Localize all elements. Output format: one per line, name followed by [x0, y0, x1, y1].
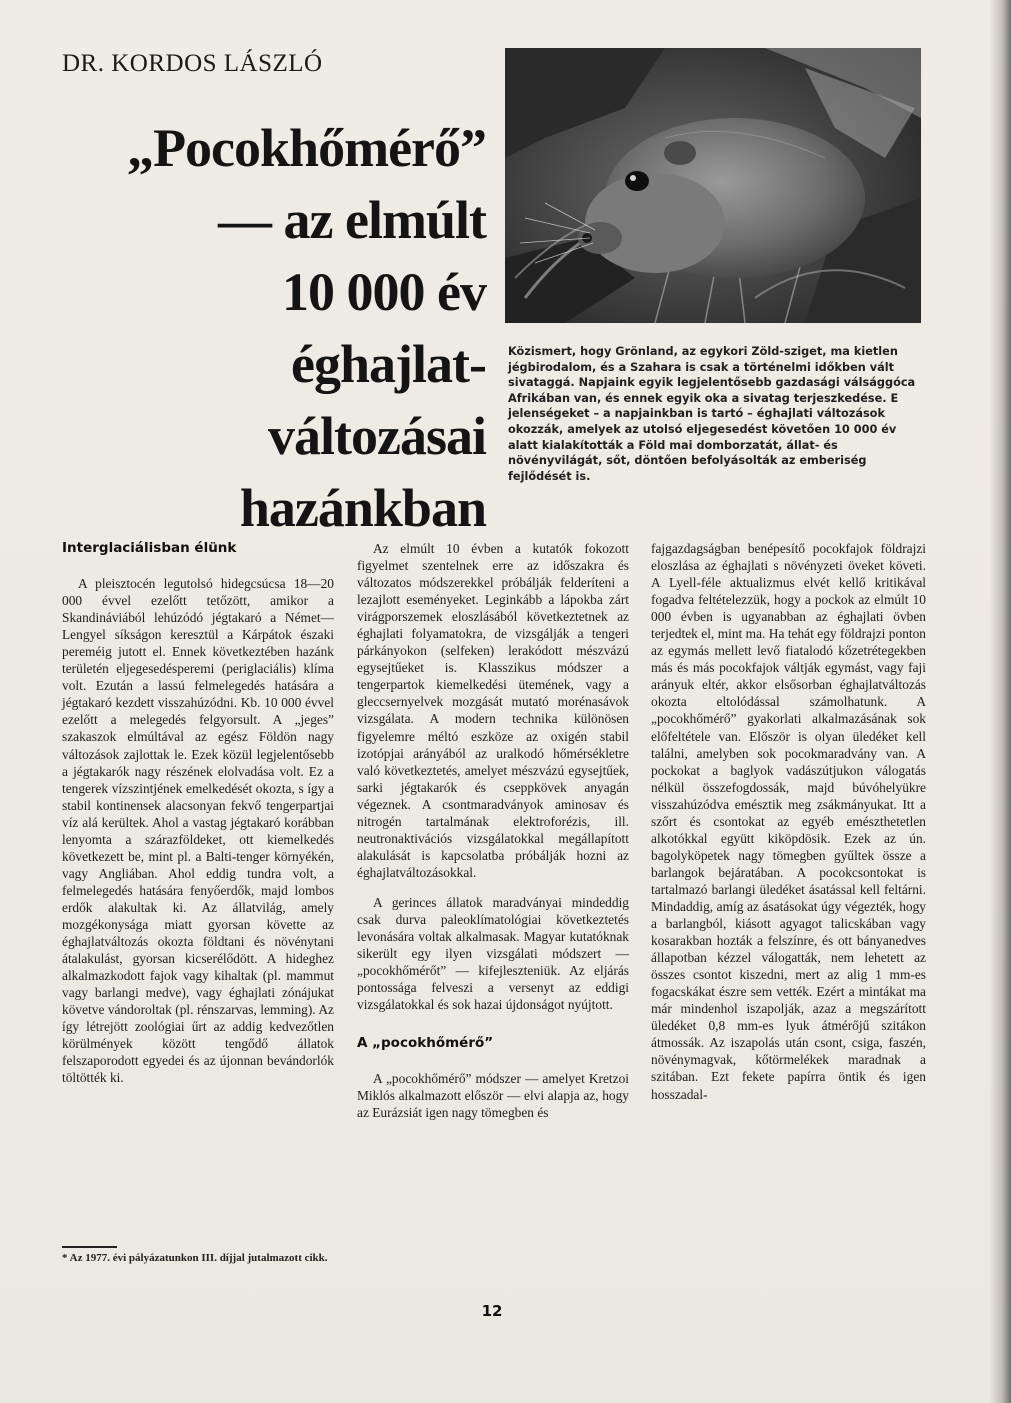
paragraph: A „pocokhőmérő” módszer — amelyet Kretzoi Miklós alkalmazott először — elvi alapja az, hogy az Eurázsiát igen nagy tömegben és	[357, 1071, 629, 1121]
title-line: éghajlat-	[291, 334, 486, 394]
paragraph: Az elmúlt 10 évben a kutatók fokozott figyelmet szentelnek erre az időszakra és változatos módszerekkel próbálják felderíteni a lezajlott eseményeket. Leginkább a lápokba zárt virágporszemek eloszlásából következtetnek az éghajlati folyamatokra, de vizsgálják a tengeri párkányokon (selfeken) lerakódott mészvázú egysejtűeket is. Klasszikus módszer a tengerpartok kiemelkedési ütemének, vagy a gleccsernyelvek mozgását mutató morénasávok vizsgálata. A modern technika különösen figyelemre méltó eszköze az oxigén stabil izotópjai arányából az uralkodó hőmérsékletre való következtetés, amelyet mészvázú egysejtűek, sarki jégtakarók és cseppkövek anyagán végeznek. A csontmaradványok aminosav és nitrogén tartalmának elektroforézis, ill. neutronaktivációs vizsgálatokkal megállapított alakulását is kapcsolatba próbálják hozni az éghajlatváltozásokkal.	[357, 541, 629, 880]
article-title	[110, 112, 486, 544]
paragraph: A gerinces állatok maradványai mindeddig csak durva paleoklímatológiai következtetés levonására voltak alkalmasak. Magyar kutatóknak sikerült egy ilyen vizsgálati módszert — „pocokhőmérőt” — kifejleszteniük. Az eljárás pontossága felveszi a versenyt az eddigi vizsgálatokkal és sok hazai újdonságot nyújtott.	[357, 894, 629, 1013]
paragraph: fajgazdagságban benépesítő pocokfajok földrajzi eloszlása az éghajlati s növényzeti öveket követi. A Lyell-féle aktualizmus elvét kellő kritikával fogadva feltételezzük, hogy a pockok az elmúlt 10 000 évben is ugyanabban az éghajlati övben terjedtek el, mint ma. Ha tehát egy földrajzi ponton az egymás mellett levő fiatalodó kőzetrétegekben más és más pocokfajok váltják egymást, vagy faji arányuk eltér, akkor elsősorban éghajlatváltozás okozta eltolódással számolhatunk. A „pocokhőmérő” gyakorlati alkalmazásának sok előfeltétele van. Először is olyan üledéket kell találni, amelyben sok pocokmaradvány van. A pockokat a baglyok vadászútjukon válogatás nélkül összefogdossák, majd búvóhelyükre visszahúzódva emésztik meg zsákmányukat. Itt a szőrt és csontokat az egyéb emészthetetlen alkotókkal együtt kiköpdösik. Ezek az ún. bagolyköpetek nagy tömegben gyűltek össze a barlangok bejáratában. A pocokcsontokat is tartalmazó barlangi üledéket ásatással kell feltárni. Mindaddig, amíg az ásatásokat úgy végezték, hogy a barlangból, kiásott agyagot talicskában vagy kosarakban hozták a felszínre, és ott bányanedves állapotban kézzel válogatták, nem lehetett az összes csontot kiszedni, mert az alig 1 mm-es fogacskákat észre sem vették. Ezért a mintákat ma már mindenhol iszapolják, azaz a megszárított üledéket 0,8 mm-es lyuk átmérőjű szitákon átmossák. Az iszapolás után csont, csiga, faszén, növénymagvak, kőtörmelékek maradnak a szitában. Ezt fekete papírra öntik és igen hosszadal-	[651, 541, 926, 1102]
text-column-2	[357, 540, 629, 1121]
page-number: 12	[481, 1302, 503, 1320]
footnote-rule	[62, 1246, 117, 1248]
section-heading: Interglaciálisban élünk	[62, 540, 237, 556]
text-column-1	[62, 540, 334, 1086]
page-edge-shadow	[989, 0, 1011, 1403]
footnote: * Az 1977. évi pályázatunkon III. díjjal jutalmazott cikk.	[62, 1252, 328, 1264]
title-line: hazánkban	[239, 478, 486, 538]
title-line: — az elmúlt	[218, 190, 486, 250]
title-line: változásai	[268, 406, 486, 466]
author-name: DR. KORDOS LÁSZLÓ	[62, 50, 323, 77]
title-line: 10 000 év	[282, 262, 486, 322]
title-line: „Pocokhőmérő”	[127, 118, 486, 178]
vole-photo	[505, 48, 921, 323]
text-column-3	[651, 540, 926, 1103]
lead-text: Közismert, hogy Grönland, az egykori Zöld-sziget, ma kietlen jégbirodalom, és a Szahara is csak a történelmi időkben vált sivataggá. Napjaink egyik legjelentősebb gazdasági válsággóca Afrikában van, és ennek egyik oka a sivatag terjeszkedése. E jelenségeket – a napjainkban is tartó – éghajlati változások okozzák, amelyek az utolsó eljegesedést követően 10 000 év alatt kialakították a Föld mai domborzatát, állat- és növényvilágát, sőt, döntően befolyásolták az emberiség fejlődését is.	[508, 345, 916, 483]
section-heading: A „pocokhőmérő”	[357, 1035, 494, 1052]
paragraph: A pleisztocén legutolsó hidegcsúcsa 18—20 000 évvel ezelőtt tetőzött, amikor a Skandináviából lehúzódó jégtakaró a Német—Lengyel síkságon keresztül a Kárpátok északi pereméig jutott el. Ennek következtében hazánk területén eljegesedésperemi (periglaciális) klíma volt. Ezután a lassú felmelegedés hatására a jégtakaró kezdett visszahúzódni. Kb. 10 000 évvel ezelőtt a melegedés felgyorsult. A „jeges” szakaszok elmúltával az egész Földön nagy változások zajlottak le. Ezek közül legjelentősebb a jégtakarók nagy részének elolvadása volt. Ez a tengerek vízszintjének emelkedését okozta, s így a stabil kontinensek alacsonyan fekvő tengerpartjai víz alá kerültek. Ahol a vastag jégtakaró korábban lenyomta a szárazföldeket, ott kiemelkedés következett be, mint pl. a Balti-tenger környékén, vagy Angliában. Ahol eddig tundra volt, a felmelegedés hatására fenyőerdők, majd lombos erdők alakultak ki. Az állatvilág, amely mozgékonysága miatt gyorsan követte az éghajlatváltozás okozta földtani és növénytani átalakulást, gyorsan kicserélődött. A hideghez alkalmazkodott fajok vagy kihaltak (pl. mammut vagy barlangi medve), vagy éghajlati zónájukat követve vándoroltak (pl. rénszarvas, lemming). Az így létrejött zoológiai űrt az addig kedvezőtlen körülmények között tengődő állatok felszaporodott egyedei és az újonnan bevándorlók töltötték ki.	[62, 576, 334, 1086]
article-lead	[508, 344, 926, 484]
